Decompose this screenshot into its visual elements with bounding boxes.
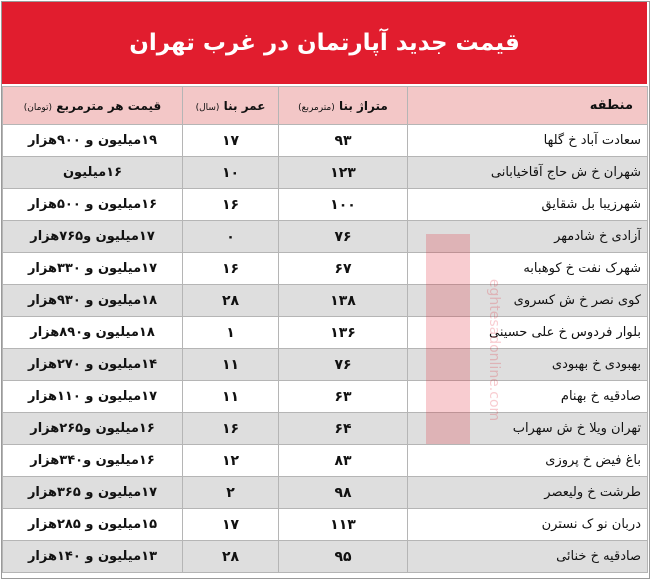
cell-region: دربان نو ک نسترن (408, 509, 648, 541)
table-row (3, 349, 648, 381)
table-row (3, 541, 648, 573)
table-row (3, 509, 648, 541)
cell-price: ۱۹میلیون و ۹۰۰هزار (3, 125, 183, 157)
cell-region: صادقیه خ خنائی (408, 541, 648, 573)
cell-price: ۱۷میلیون و۷۶۵هزار (3, 221, 183, 253)
svg-text:eghtesadonline.com: eghtesadonline.com (486, 278, 502, 422)
cell-area: ۱۱۳ (279, 509, 408, 541)
cell-price: ۱۶میلیون (3, 157, 183, 189)
header-area (279, 87, 408, 125)
cell-area: ۹۵ (279, 541, 408, 573)
header-region-label: منطقه (589, 98, 633, 113)
header-age (183, 87, 279, 125)
cell-price: ۱۸میلیون و ۹۳۰هزار (3, 285, 183, 317)
cell-region: شهرک نفت خ کوهبابه (408, 253, 648, 285)
table-row (3, 221, 648, 253)
table-row (3, 445, 648, 477)
header-region (408, 87, 648, 125)
cell-area: ۶۳ (279, 381, 408, 413)
cell-age: ۱ (183, 317, 279, 349)
price-table (2, 86, 648, 573)
cell-region: صادقیه خ بهنام (408, 381, 648, 413)
cell-area: ۹۳ (279, 125, 408, 157)
cell-area: ۹۸ (279, 477, 408, 509)
cell-age: ۱۲ (183, 445, 279, 477)
cell-age: ۲۸ (183, 285, 279, 317)
cell-age: ۱۶ (183, 189, 279, 221)
cell-area: ۶۴ (279, 413, 408, 445)
table-row (3, 285, 648, 317)
cell-age: ۱۷ (183, 509, 279, 541)
cell-age: ۰ (183, 221, 279, 253)
header-price (3, 87, 183, 125)
cell-age: ۲۸ (183, 541, 279, 573)
cell-area: ۶۷ (279, 253, 408, 285)
table-row (3, 477, 648, 509)
cell-region: شهران خ ش حاج آقاخیابانی (408, 157, 648, 189)
cell-age: ۱۶ (183, 253, 279, 285)
cell-age: ۱۷ (183, 125, 279, 157)
cell-age: ۱۰ (183, 157, 279, 189)
cell-region: کوی نصر خ ش کسروی (408, 285, 648, 317)
table-row (3, 253, 648, 285)
table-row (3, 317, 648, 349)
table-body (3, 125, 648, 573)
table-row (3, 189, 648, 221)
table-row (3, 381, 648, 413)
header-price-label: قیمت هر مترمربع (56, 98, 162, 113)
cell-age: ۱۶ (183, 413, 279, 445)
cell-region: طرشت خ ولیعصر (408, 477, 648, 509)
cell-area: ۷۶ (279, 349, 408, 381)
header-age-unit: (سال) (195, 102, 220, 113)
cell-area: ۸۳ (279, 445, 408, 477)
title-bar (2, 2, 647, 84)
header-price-unit: (تومان) (23, 102, 53, 113)
header-row (3, 87, 648, 125)
table-row (3, 157, 648, 189)
table-row (3, 125, 648, 157)
cell-region: شهرزیبا بل شقایق (408, 189, 648, 221)
cell-price: ۱۶میلیون و۳۴۰هزار (3, 445, 183, 477)
cell-price: ۱۵میلیون و ۲۸۵هزار (3, 509, 183, 541)
cell-price: ۱۷میلیون و ۱۱۰هزار (3, 381, 183, 413)
cell-price: ۱۷میلیون و ۳۳۰هزار (3, 253, 183, 285)
cell-region: سعادت آباد خ گلها (408, 125, 648, 157)
cell-price: ۱۳میلیون و ۱۴۰هزار (3, 541, 183, 573)
header-area-label: متراژ بنا (338, 98, 388, 113)
cell-age: ۱۱ (183, 349, 279, 381)
cell-region: آزادی خ شادمهر (408, 221, 648, 253)
cell-price: ۱۶میلیون و ۵۰۰هزار (3, 189, 183, 221)
cell-price: ۱۶میلیون و۲۶۵هزار (3, 413, 183, 445)
table-row (3, 413, 648, 445)
cell-price: ۱۷میلیون و ۳۶۵هزار (3, 477, 183, 509)
cell-age: ۲ (183, 477, 279, 509)
cell-area: ۷۶ (279, 221, 408, 253)
cell-region: بهبودی خ بهبودی (408, 349, 648, 381)
page-title: قیمت جدید آپارتمان در غرب تهران (129, 30, 520, 56)
cell-price: ۱۴میلیون و ۲۷۰هزار (3, 349, 183, 381)
cell-region: تهران ویلا خ ش سهراب (408, 413, 648, 445)
cell-area: ۱۲۳ (279, 157, 408, 189)
cell-region: بلوار فردوس خ علی حسینی (408, 317, 648, 349)
cell-price: ۱۸میلیون و۸۹۰هزار (3, 317, 183, 349)
cell-area: ۱۰۰ (279, 189, 408, 221)
header-age-label: عمر بنا (223, 98, 266, 113)
cell-region: باغ فیض خ پروزی (408, 445, 648, 477)
cell-area: ۱۳۸ (279, 285, 408, 317)
header-area-unit: (مترمربع) (298, 102, 335, 113)
cell-age: ۱۱ (183, 381, 279, 413)
cell-area: ۱۳۶ (279, 317, 408, 349)
